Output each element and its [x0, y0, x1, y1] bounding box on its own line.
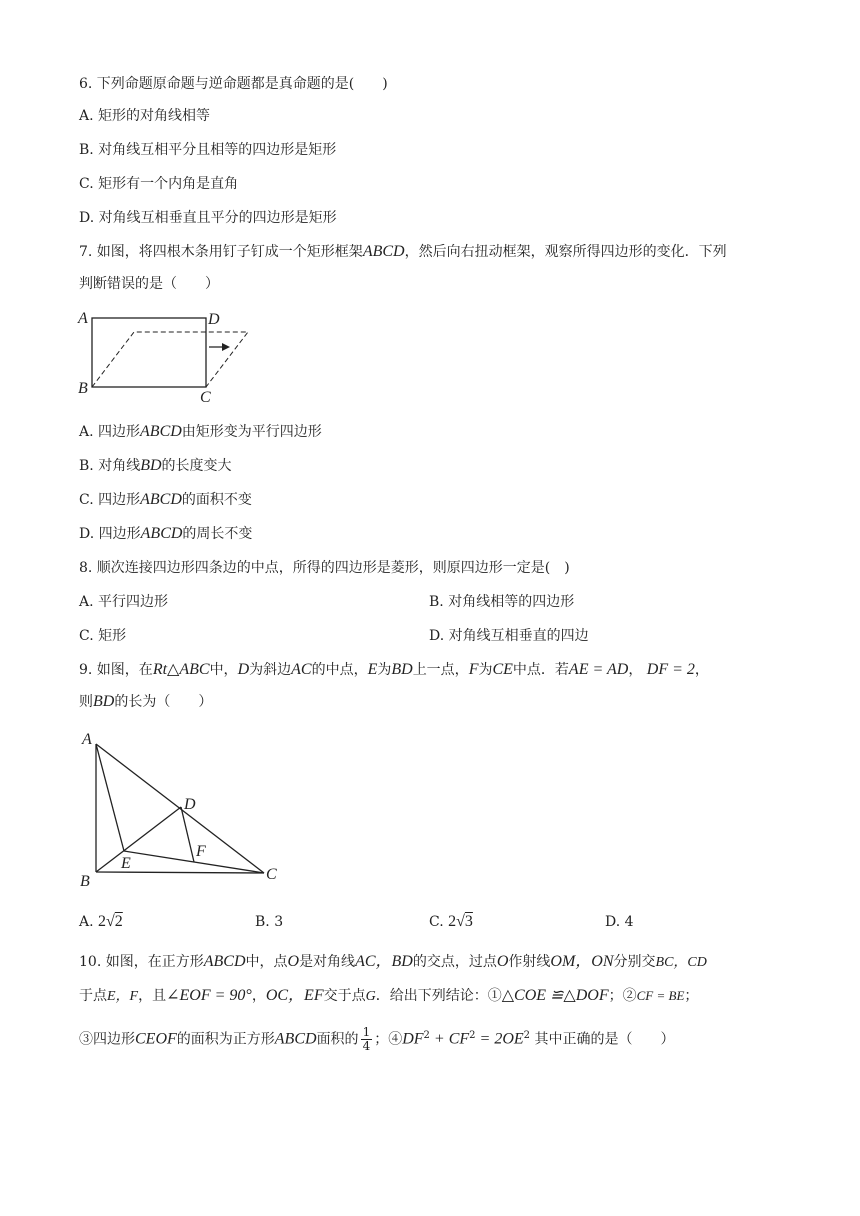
q9-segment-df	[181, 807, 194, 862]
q10-line2: 于点E，F，且∠EOF = 90°，OC，EF交于点G．给出下列结论：①△COE ≌△DOF；②CF = BE；	[79, 987, 699, 1004]
q9-option-a: A. 2√2	[79, 913, 123, 930]
q6-option-b: B. 对角线互相平分且相等的四边形是矩形	[79, 142, 337, 158]
q9-option-c: C. 2√3	[429, 913, 473, 930]
q9-option-b: B. 3	[255, 914, 284, 930]
q9-figure	[70, 724, 290, 894]
q6-stem: 6. 下列命题原命题与逆命题都是真命题的是( )	[79, 76, 388, 92]
q9-label-e: E	[121, 855, 131, 872]
q7-option-b: B. 对角线BD的长度变大	[79, 457, 232, 474]
q9-label-b: B	[80, 873, 90, 890]
q8-option-d: D. 对角线互相垂直的四边	[429, 628, 589, 644]
q7-label-a: A	[78, 310, 88, 327]
q9-option-d: D. 4	[605, 914, 634, 930]
q10-fraction: $\frac{1}{4}$	[362, 1025, 371, 1054]
q7-stem-line1: 7. 如图，将四根木条用钉子钉成一个矩形框架ABCD，然后向右扭动框架，观察所得四边形的变化．下列	[79, 243, 727, 260]
q8-option-b: B. 对角线相等的四边形	[429, 594, 575, 610]
q10-line1: 10. 如图，在正方形ABCD中，点O是对角线AC，BD的交点，过点O作射线OM，ON分别交BC，CD	[79, 953, 707, 970]
q7-option-a: A. 四边形ABCD由矩形变为平行四边形	[79, 423, 322, 440]
q7-parallelogram	[92, 332, 248, 387]
q9-side-bc	[96, 872, 264, 873]
q7-label-c: C	[200, 389, 211, 404]
q6-option-d: D. 对角线互相垂直且平分的四边形是矩形	[79, 210, 337, 226]
q8-option-a: A. 平行四边形	[79, 594, 169, 610]
q9-label-a: A	[82, 731, 92, 748]
q9-stem-line2: 则BD的长为（ ）	[79, 693, 213, 710]
q7-figure	[70, 304, 260, 404]
q7-stem-line2: 判断错误的是（ ）	[79, 276, 219, 292]
q8-stem: 8. 顺次连接四边形四条边的中点，所得的四边形是菱形，则原四边形一定是( )	[79, 560, 570, 576]
q6-option-c: C. 矩形有一个内角是直角	[79, 176, 239, 192]
q7-rectangle	[92, 318, 206, 387]
q7-arrow-head	[222, 343, 230, 351]
q9-label-c: C	[266, 866, 277, 883]
q6-option-a: A. 矩形的对角线相等	[79, 108, 211, 124]
q9-segment-ae	[96, 744, 124, 851]
q9-label-d: D	[184, 796, 196, 813]
q9-stem-line1: 9. 如图，在Rt△ABC中，D为斜边AC的中点，E为BD上一点，F为CE中点．若AE = AD， DF = 2，	[79, 661, 709, 678]
q9-label-f: F	[196, 843, 206, 860]
q7-option-d: D. 四边形ABCD的周长不变	[79, 525, 253, 542]
q10-line3: ③四边形CEOF的面积为正方形ABCD面积的 $\frac{1}{4}$ ；$④DF^2 + CF^2 = 2OE^2$ 其中正确的是（ ）	[79, 1025, 675, 1054]
q7-label-b: B	[78, 380, 88, 397]
q7-option-c: C. 四边形ABCD的面积不变	[79, 491, 252, 508]
q8-option-c: C. 矩形	[79, 628, 127, 644]
q7-label-d: D	[208, 311, 220, 328]
q9-segment-bd	[96, 807, 181, 872]
